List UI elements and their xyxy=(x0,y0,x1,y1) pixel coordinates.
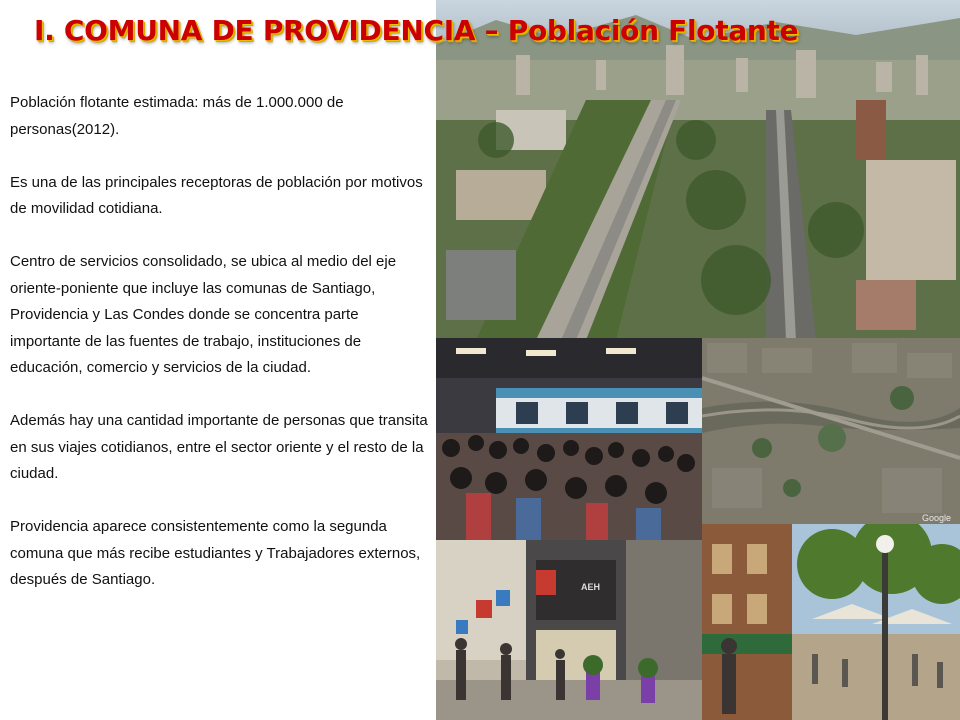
shopping-street-photo xyxy=(436,540,704,720)
paragraph-transit: Además hay una cantidad importante de personas que transita en sus viajes cotidianos, entre el sector oriente y el resto de la ciudad. xyxy=(10,412,428,482)
aerial-city-photo xyxy=(436,0,960,340)
satellite-map-photo xyxy=(702,338,960,526)
body-text xyxy=(10,90,430,620)
paragraph-students-workers: Providencia aparece consistentemente como la segunda comuna que más recibe estudiantes y Trabajadores externos, después de Santiago. xyxy=(10,518,421,588)
paragraph-mobility: Es una de las principales receptoras de población por motivos de movilidad cotidiana. xyxy=(10,173,423,217)
paragraph-population: Población flotante estimada: más de 1.000.000 de personas(2012). xyxy=(10,94,344,138)
slide-title: I. COMUNA DE PROVIDENCIA – Población Flotante xyxy=(34,14,799,47)
pedestrian-plaza-photo xyxy=(702,524,960,720)
metro-crowd-photo xyxy=(436,338,704,540)
paragraph-services-center: Centro de servicios consolidado, se ubica al medio del eje oriente-poniente que incluye las comunas de Santiago, Providencia y Las Condes donde se concentra parte importante de las fuentes de trabajo, instituciones de educación, comercio y servicios de la ciudad. xyxy=(10,253,397,376)
store-sign: AEH xyxy=(581,582,601,592)
satellite-watermark: Google xyxy=(922,513,952,523)
